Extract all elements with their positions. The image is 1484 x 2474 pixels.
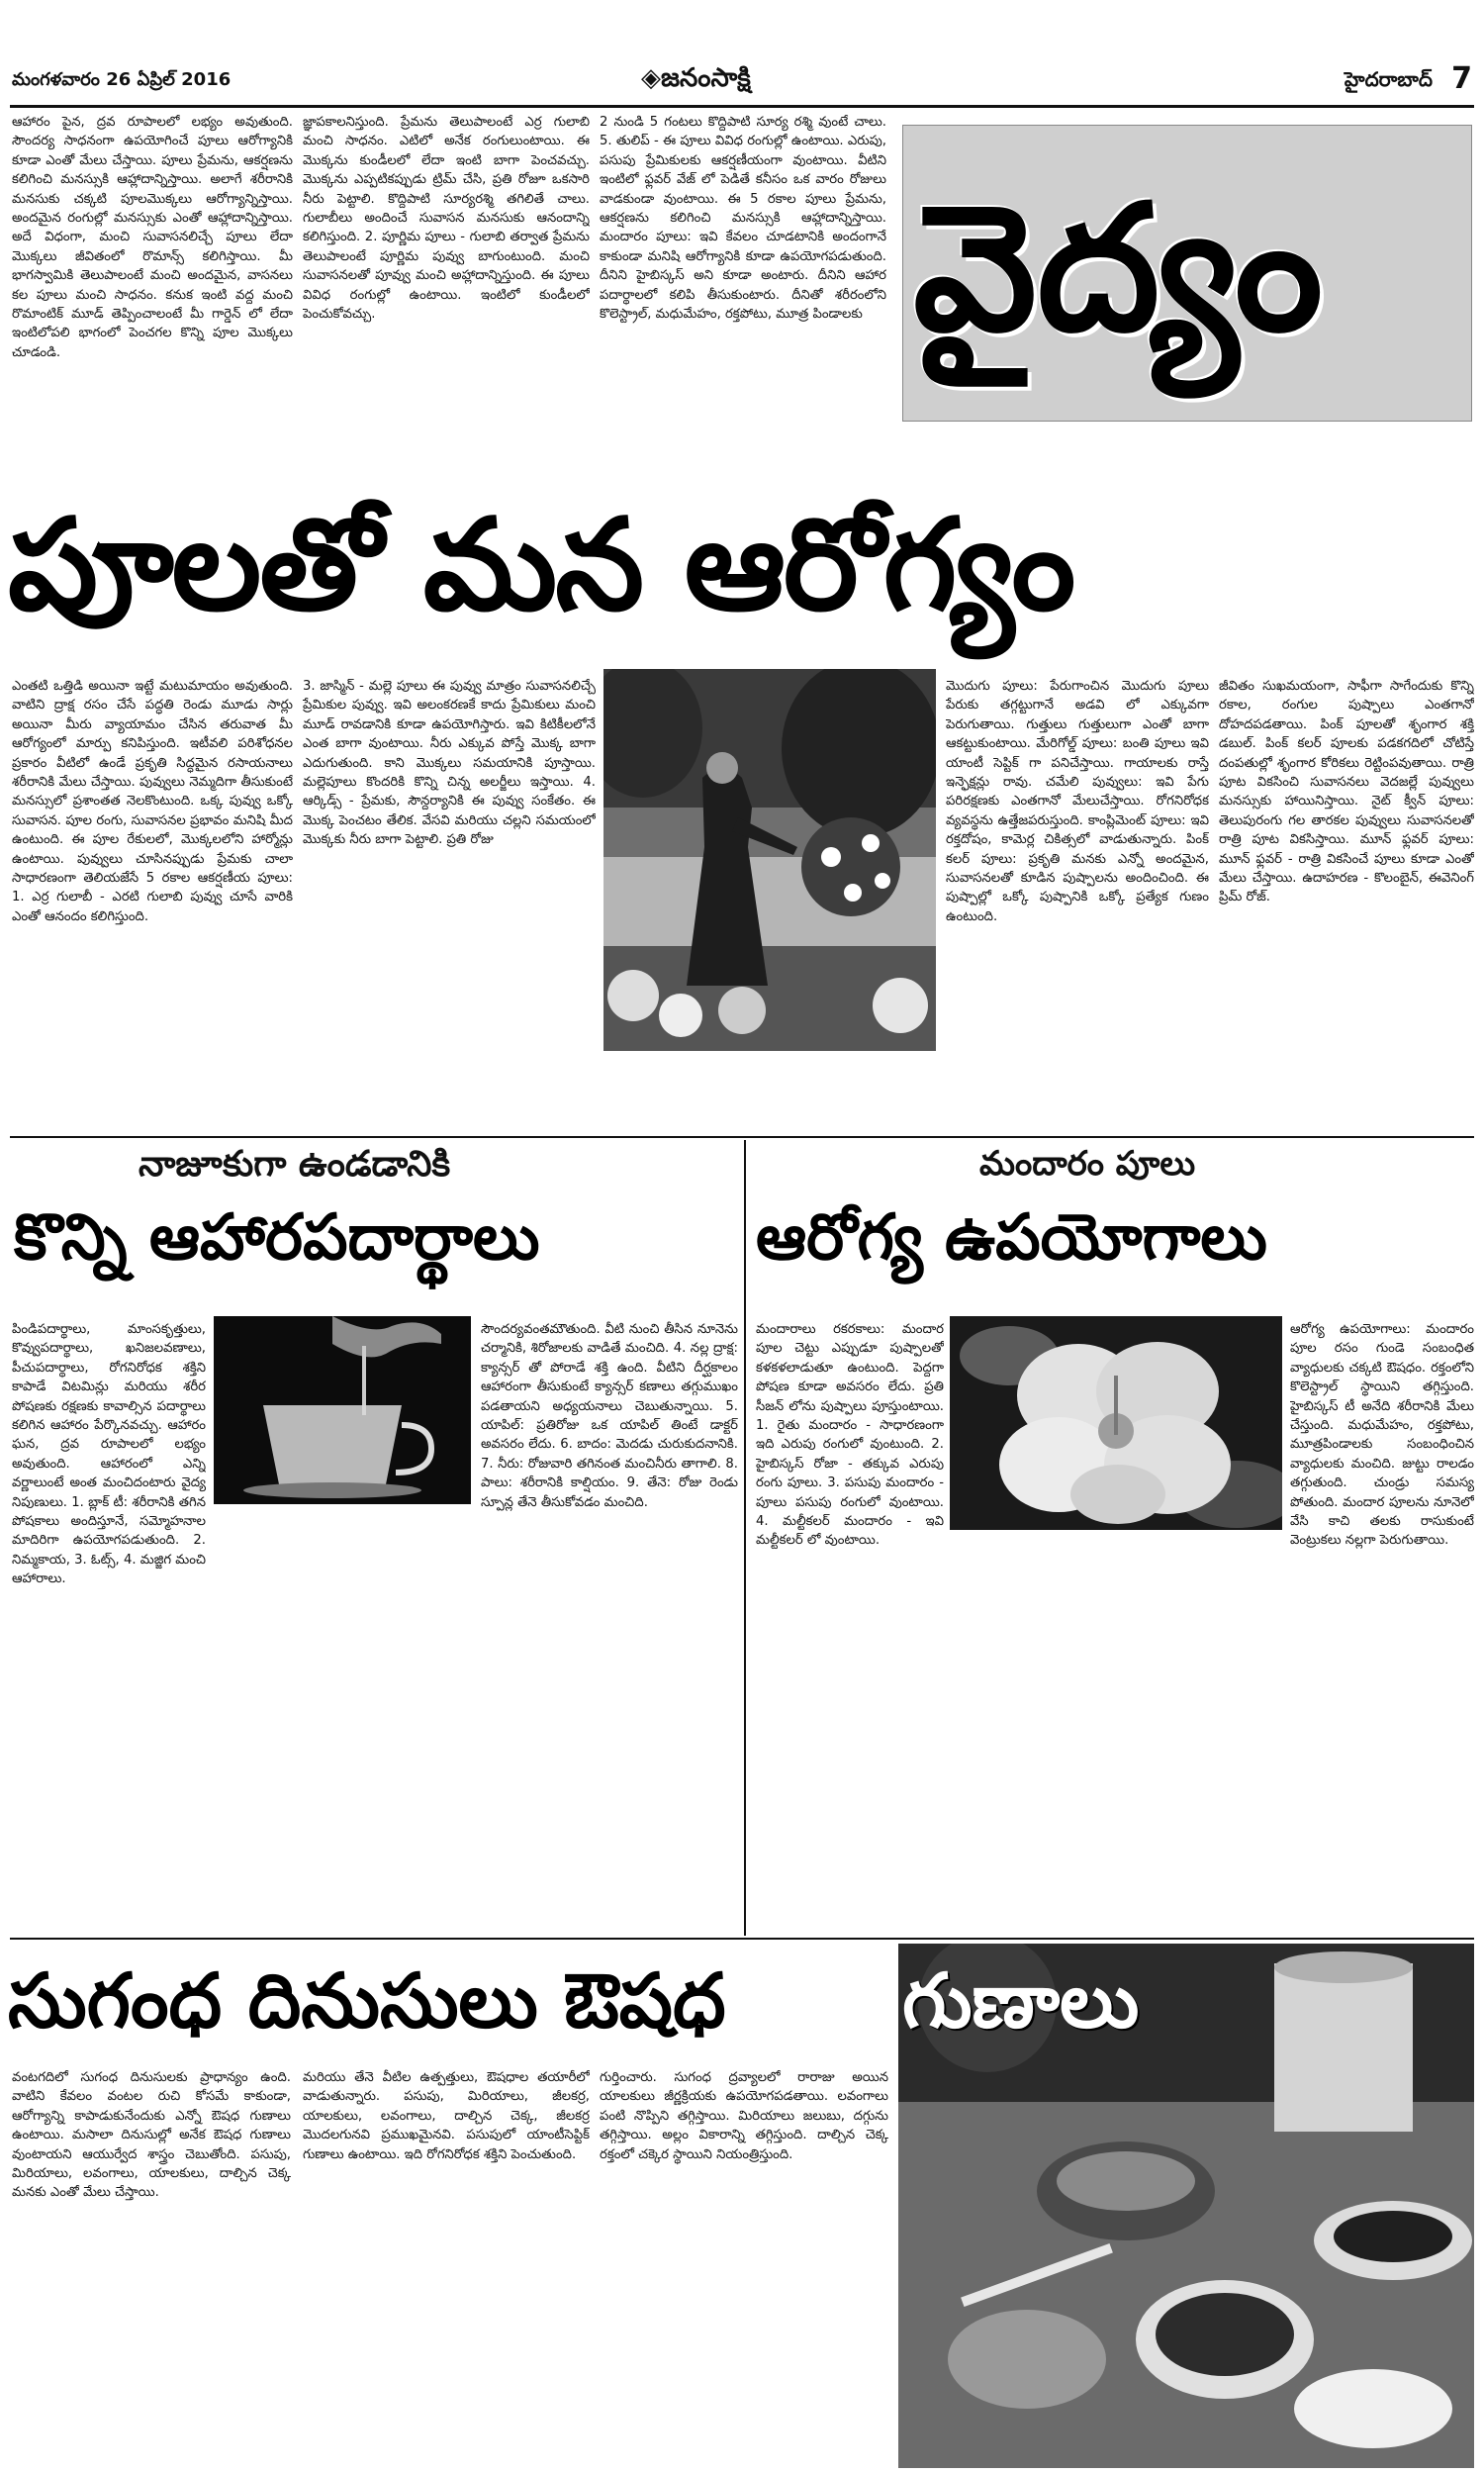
left-col-2: 3. జాస్మిన్ - మల్లె పూలు ఈ పువ్వు మాత్రం సువాసనలిచ్చే ప్రేమికుల పువ్వు. ఇవి అలంకరణకే కాదు ప్రేమికులు మంచి మూడ్ రావడానికి కూడా ఉపయోగిస్తారు. ఇవి కిటికీలలోనే ఎంత బాగా వుంటాయి. నీరు ఎక్కువ పోస్తే మొక్క బాగా ఎదుగుతుంది. కాని మొక్కలు సమయానికి పూస్తాయి. మల్లెపూలు కొందరికి కొన్ని చిన్న అలర్జీలు ఇస్తాయి. 4. ఆర్కిడ్స్ - ప్రేమకు, సౌన్దర్యానికి ఈ పువ్వు సంకేతం. ఈ మొక్క పెంచటం తేలిక. వేసవి మరియు చల్లని సమయంలో మొక్కకు నీరు బాగా పెట్టాలి. ప్రతి రోజు [303, 679, 596, 848]
hibiscus-photo [950, 1316, 1282, 1530]
page-number: 7 [1451, 61, 1472, 96]
paper-logo-icon: ◈ [641, 63, 661, 93]
mid-right-col-2: ఆరోగ్య ఉపయోగాలు: మందారం పూల రసం గుండె సంబంధిత వ్యాధులకు చక్కటి ఔషధం. రక్తంలోని కొలెస్ట్రాల్ స్థాయిని తగ్గిస్తుంది. హైబిస్కస్ టీ అనేది శరీరానికి మేలు చేస్తుంది. మధుమేహం, రక్తపోటు, మూత్రపిండాలకు సంబంధించిన వ్యాధులకు మంచిది. జుట్టు రాలడం తగ్గుతుంది. చుండ్రు సమస్య పోతుంది. మందార పూలను నూనెలో వేసి కాచి తలకు రాసుకుంటే వెంట్రుకలు నల్లగా పెరుగుతాయి. [1290, 1322, 1474, 1549]
bottom-headline-right: గుణాలు [902, 1956, 1140, 2045]
top-col-1: ఆహారం పైన, ద్రవ రూపాలలో లభ్యం అవుతుంది. సౌందర్య సాధనంగా ఉపయోగించే పూలు ఆరోగ్యానికి కూడా ఎంతో మేలు చేస్తాయి. పూలు ప్రేమను, ఆకర్షణను కలిగించి మనస్సుకి ఆహ్లాదాన్నిస్తాయి. అలాగే శరీరానికి మనసుకు చక్కటి పూలమొక్కలు ఆరోగ్యాన్నిస్తాయి. అందమైన రంగుల్లో మనస్సుకు ఎంతో ఆహ్లాదాన్నిస్తాయి. అదే విధంగా, మంచి సువాసనలిచ్చే పూలు లేదా మొక్కలు జీవితంలో రొమాన్స్ కలిగిస్తాయి. మీ భాగస్వామికి తెలుపాలంటే మంచి అందమైన, వాసనలు కల పూలు మంచి సాధనం. కనుక ఇంటి వద్ద మంచి రొమాంటిక్ మూడ్ తెప్పించాలంటే మీ గార్డెన్ లో లేదా ఇంటిలోపలి భాగంలో పెంచగల కొన్ని పూల మొక్కలు చూడండి. [12, 115, 293, 360]
hibiscus-flower-icon [950, 1316, 1282, 1530]
right-col-1: మొదుగు పూలు: పేరుగాంచిన మొదుగు పూలు పేరుకు తగ్గట్టుగానే అడవి లో ఎక్కువగా పెరుగుతాయి. గుత్తులు గుత్తులుగా ఎంతో బాగా ఆకట్టుకుంటాయి. మేరిగోల్డ్ పూలు: బంతి పూలు ఇవి యాంటీ సెప్టిక్ గా పనిచేస్తాయి. గాయాలకు రాస్తే ఇన్ఫెక్షన్లు రావు. చమేలి పువ్వులు: ఇవి పేగు పరిరక్షణకు ఎంతగానో మేలుచేస్తాయి. రోగనిరోధక వ్యవస్థను ఉత్తేజపరుస్తుంది. కాంప్లిమెంట్ పూలు: ఇవి రక్తదోషం, కామెర్ల చికిత్సలో వాడుతున్నారు. పింక్ కలర్ పూలు: ప్రకృతి మనకు ఎన్నో అందమైన, సువాసనలతో కూడిన పుష్పాలను అందించింది. ఈ పుష్పాల్లో ఒక్కో పుష్పానికి ఒక్కో ప్రత్యేక గుణం ఉంటుంది. [946, 679, 1209, 924]
woman-in-garden-icon [603, 669, 936, 1051]
paper-name: జనంసాక్షి [661, 63, 751, 93]
mid-left-col-1: పిండిపదార్థాలు, మాంసకృత్తులు, కొవ్వుపదార్థాలు, ఖనిజలవణాలు, పీచుపదార్థాలు, రోగనిరోధక శక్తిని కాపాడే విటమిన్లు మరియు శరీర పోషణకు రక్షణకు కావాల్సిన పదార్థాలు కలిగిన ఆహారం పేర్కొనవచ్చు. ఆహారం ఘన, ద్రవ రూపాలలో లభ్యం అవుతుంది. ఆహారంలో ఎన్ని వర్ణాలుంటే అంత మంచిదంటారు వైద్య నిపుణులు. 1. బ్లాక్ టీ: శరీరానికి తగిన పోషకాలు అందిస్తూనే, సమ్మోహనాల మాదిరిగా ఉపయోగపడుతుంది. 2. నిమ్మకాయ, 3. ఓట్స్, 4. మజ్జిగ మంచి ఆహారాలు. [12, 1322, 206, 1587]
mid-left-headline: కొన్ని ఆహారపదార్థాలు [14, 1201, 540, 1275]
bottom-col-3: గుర్తించారు. సుగంధ ద్రవ్యాలలో రారాజు అయిన యాలకులు జీర్ణక్రియకు ఉపయోగపడతాయి. లవంగాలు పంటి నొప్పిని తగ్గిస్తాయి. మిరియాలు జలుబు, దగ్గును తగ్గిస్తాయి. అల్లం వికారాన్ని తగ్గిస్తుంది. దాల్చిన చెక్క రక్తంలో చక్కెర స్థాయిని నియంత్రిస్తుంది. [600, 2070, 888, 2162]
masthead-logo [641, 63, 751, 99]
section-rule-2 [10, 1938, 1474, 1940]
garden-photo [603, 669, 936, 1051]
tea-glass-photo [214, 1316, 471, 1504]
bottom-headline-left: సుగంధ దినుసులు ఔషధ [8, 1956, 726, 2045]
bottom-col-2: మరియు తేనె వీటిల ఉత్పత్తులు, ఔషధాల తయారీలో వాడుతున్నారు. పసుపు, మిరియాలు, జీలకర్ర, యాలకులు, లవంగాలు, దాల్చిన చెక్క, జీలకర్ర మొదలగునవి ప్రముఖమైనవి. పసుపులో యాంటీసెప్టిక్ గుణాలు ఉంటాయి. ఇది రోగనిరోధక శక్తిని పెంచుతుంది. [303, 2070, 590, 2162]
spices-photo [898, 1944, 1474, 2468]
top-col-2: జ్ఞాపకాలనిస్తుంది. ప్రేమను తెలుపాలంటే ఎర్ర గులాబి మంచి సాధనం. ఎటిలో అనేక రంగులుంటాయి. ఈ మొక్కను కుండీలలో లేదా ఇంటి బాగా పెంచవచ్చు. మొక్కను ఎప్పటికప్పుడు ట్రిమ్ చేసి, ప్రతి రోజూ ఒకసారి నీరు పెట్టాలి. కొద్దిపాటి సూర్యరశ్మి తగిలితే చాలు. గులాబీలు అందించే సువాసన మనసుకు ఆనందాన్ని కలిగిస్తుంది. 2. పూర్ణిమ పూలు - గులాబి తర్వాత ప్రేమను తెలుపాలంటే పూర్ణిమ పువ్వు బాగుంటుంది. మంచి సువాసనలతో పూవ్వు మంచి అహ్లాదాన్నిస్తుంది. ఈ పూలు వివిధ రంగుల్లో ఉంటాయి. ఇంటిలో కుండీలలో పెంచుకోవచ్చు. [303, 115, 590, 323]
section-banner [902, 125, 1472, 422]
masthead-rule [10, 105, 1474, 108]
mid-right-kicker: మందారం పూలు [979, 1144, 1196, 1184]
bottom-col-1: వంటగదిలో సుగంధ దినుసులకు ప్రాధాన్యం ఉంది. వాటిని కేవలం వంటల రుచి కోసమే కాకుండా, ఆరోగ్యాన్ని కాపాడుకునేందుకు ఎన్నో ఔషధ గుణాలు ఉంటాయి. మసాలా దినుసుల్లో అనేక ఔషధ గుణాలు వుంటాయని ఆయుర్వేద శాస్త్రం చెబుతోంది. పసుపు, మిరియాలు, లవంగాలు, యాలకులు, దాల్చిన చెక్క మనకు ఎంతో మేలు చేస్తాయి. [12, 2070, 291, 2201]
mid-right-headline: ఆరోగ్య ఉపయోగాలు [756, 1201, 1267, 1275]
masthead [12, 61, 1472, 105]
top-col-3: 2 నుండి 5 గంటలు కొద్దిపాటి సూర్య రశ్మి వుంటే చాలు. 5. తులిప్ - ఈ పూలు వివిధ రంగుల్లో ఉంటాయి. ఎరుపు, పసుపు ప్రేమికులకు ఆకర్షణీయంగా వుంటాయి. వీటిని ఇంటిలో ఫ్లవర్ వేజ్ లో పెడితే కనీసం ఒక వారం రోజులు వాడకుండా వుంటాయి. ఈ 5 రకాల పూలు ప్రేమను, ఆకర్షణను కలిగించి మనస్సుకి ఆహ్లాదాన్నిస్తాయి. మందారం పూలు: ఇవి కేవలం చూడటానికి అందంగానే కాకుండా మనిషి ఆరోగ్యానికి కూడా ఉపయోగపడుతుంది. దీనిని హైబిస్కస్ అని కూడా అంటారు. దీనిని ఆహార పదార్థాలలో కలిపి తీసుకుంటారు. దీనితో శరీరంలోని కొలెస్ట్రాల్, మధుమేహం, రక్తపోటు, మూత్ర పిండాలకు [600, 115, 886, 323]
section-rule-1 [10, 1136, 1474, 1138]
mid-left-col-2: సౌందర్యవంతమౌతుంది. వీటి నుంచి తీసిన నూనెను చర్మానికి, శిరోజాలకు వాడితే మంచిది. 4. నల్ల ద్రాక్ష: క్యాన్సర్ తో పోరాడే శక్తి ఉంది. వీటిని దీర్ఘకాలం ఆహారంగా తీసుకుంటే క్యాన్సర్ కణాలు తగ్గుముఖం పడతాయని అధ్యయనాలు చెబుతున్నాయి. 5. యాపిల్: ప్రతిరోజు ఒక యాపిల్ తింటే డాక్టర్ అవసరం లేదు. 6. బాదం: మెదడు చురుకుదనానికి. 7. నీరు: రోజువారి తగినంత మంచినీరు తాగాలి. 8. పాలు: శరీరానికి కాల్షియం. 9. తేనె: రోజు రెండు స్పూన్ల తేనె తీసుకోవడం మంచిది. [481, 1322, 738, 1510]
left-col-1: ఎంతటి ఒత్తిడి అయినా ఇట్టే మటుమాయం అవుతుంది. వాటిని ద్రాక్ష రసం చేసే పద్ధతి రెండు మూడు సార్లు అయినా మీరు వ్యాయామం చేసిన తరువాత మీ ఆరోగ్యంలో మార్పు కనిపిస్తుంది. ఇటీవలి పరిశోధనల ప్రకారం వీటిలో ఉండే ప్రకృతి సిద్ధమైన రసాయనాలు శరీరానికి మేలు చేస్తాయి. పువ్వులు నెమ్మదిగా తీసుకుంటే మనస్సులో ప్రశాంతత నెలకొంటుంది. ఒక్క పువ్వు ఒక్కో సువాసన. పూల రంగు, సువాసనల ప్రభావం మనిషి మీద ఉంటుంది. ఈ పూల రేకులలో, మొక్కలలోని హార్మోన్లు ఉంటాయి. పువ్వులు చూసినప్పుడు ప్రేమకు చాలా సాధారణంగా తెలియజేసే 5 రకాల ఆకర్షణీయ పూలు: 1. ఎర్ర గులాబీ - ఎరటి గులాబి పువ్వు చూసే వారికి ఎంతో ఆనందం కలిగిస్తుంది. [12, 679, 293, 924]
masthead-date: మంగళవారం 26 ఏప్రిల్ 2016 [12, 69, 232, 90]
right-col-2: జీవితం సుఖమయంగా, సాఫీగా సాగేందుకు కొన్ని రకాల, రంగుల పుష్పాలు ఎంతగానో దోహదపడతాయి. పింక్ పూలతో శృంగార శక్తి డబుల్. పింక్ కలర్ పూలకు పడకగదిలో చోటిస్తే దంపతుల్లో శృంగార కోరికలు రెట్టింపవుతాయి. రాత్రి పూట వికసించి సువాసనలు వెదజల్లే పువ్వులు మనస్సుకు హాయినిస్తాయి. నైట్ క్వీన్ పూలు: తెలుపురంగు గల తారకల పువ్వులు సువాసనలతో రాత్రి పూట వికసిస్తాయి. మూన్ ఫ్లవర్ పూలు: మూన్ ఫ్లవర్ - రాత్రి వికసించే పూలు కూడా ఎంతో మేలు చేస్తాయి. ఉదాహరణ - కొలంబైన్, ఈవెనింగ్ ప్రిమ్ రోజ్. [1219, 679, 1474, 905]
mid-left-kicker: నాజూకుగా ఉండడానికి [139, 1144, 451, 1185]
masthead-city: హైదరాబాద్ [1344, 67, 1433, 91]
mid-right-col-1: మందారాలు రకరకాలు: మందార పూల చెట్టు ఎప్పుడూ పుష్పాలతో కళకళలాడుతూ ఉంటుంది. పెద్దగా పోషణ కూడా అవసరం లేదు. ప్రతి సీజన్ లోను పుష్పాలు పూస్తుంటాయి. 1. రైతు మందారం - సాధారణంగా ఇది ఎరుపు రంగులో వుంటుంది. 2. హైబిస్కస్ రోజా - తక్కువ ఎరుపు రంగు పూలు. 3. పసుపు మందారం - పూలు పసుపు రంగులో వుంటాయి. 4. మల్టీకలర్ మందారం - ఇవి మల్టీకలర్ లో వుంటాయి. [756, 1322, 944, 1549]
section-banner-title: వైద్యం [913, 167, 1324, 370]
mid-divider [744, 1140, 746, 1936]
tea-cup-icon [214, 1316, 471, 1504]
main-headline: పూలతో మన ఆరోగ్యం [8, 492, 1074, 639]
